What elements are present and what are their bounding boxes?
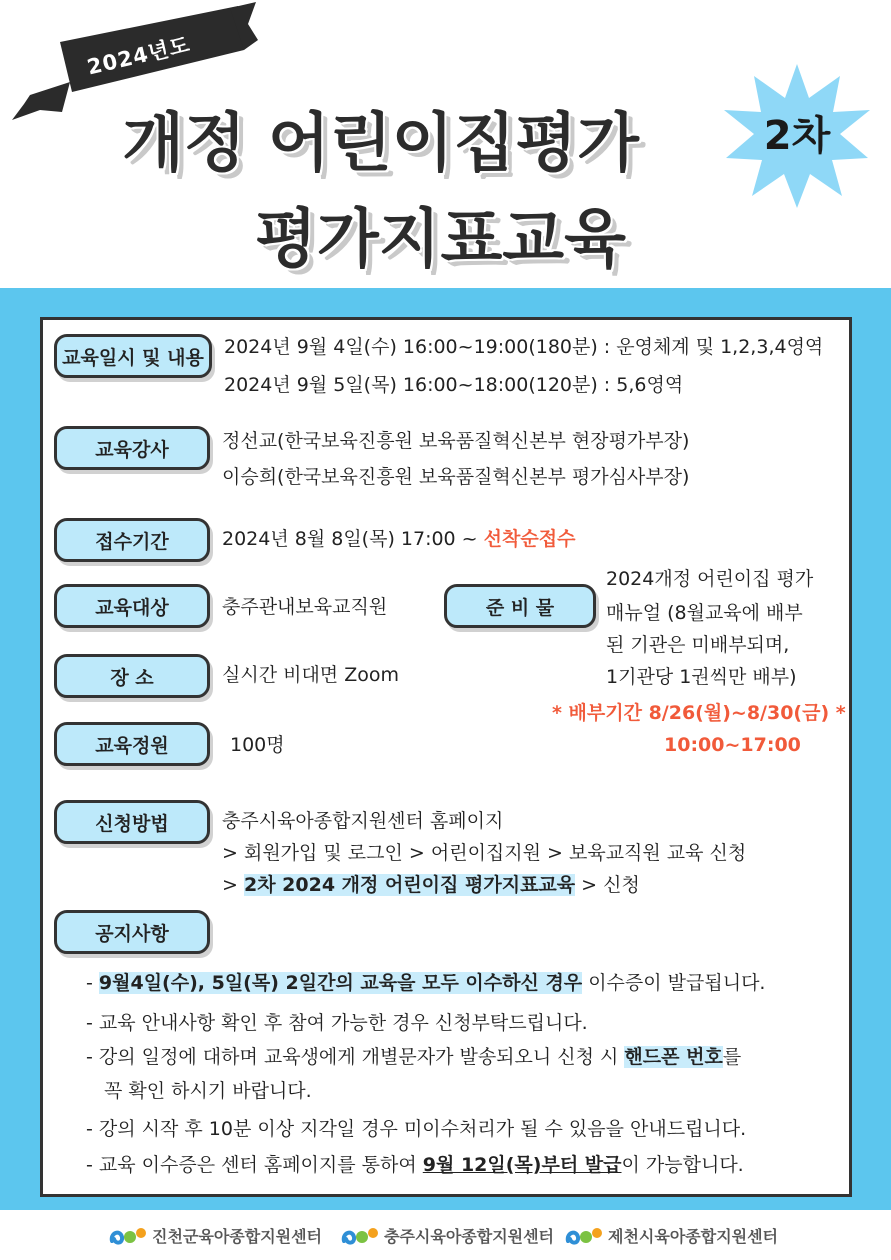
notice-2: - 교육 안내사항 확인 후 참여 가능한 경우 신청부탁드립니다. xyxy=(86,1012,588,1034)
registration-first-come: 선착순접수 xyxy=(483,528,576,550)
supplies-period-line1: * 배부기간 8/26(월)~8/30(금) * xyxy=(552,702,846,724)
center-logo-icon xyxy=(340,1225,380,1247)
registration-period: 2024년 8월 8일(목) 17:00 ~ xyxy=(222,528,478,550)
logo-jecheon-name: 제천시육아종합지원센터 xyxy=(608,1227,779,1246)
label-capacity: 교육정원 xyxy=(54,722,210,766)
logo-chungju xyxy=(340,1224,554,1247)
notice-3 xyxy=(86,1042,741,1069)
label-notices: 공지사항 xyxy=(54,910,210,954)
notice-5-suffix: 이 가능합니다. xyxy=(621,1154,744,1176)
logo-jecheon xyxy=(564,1224,778,1247)
label-schedule: 교육일시 및 내용 xyxy=(54,334,212,378)
notice-3-highlight: 핸드폰 번호 xyxy=(624,1046,723,1068)
apply-line1: 충주시육아종합지원센터 홈페이지 xyxy=(222,810,504,832)
notice-1-highlight: 9월4일(수), 5일(목) 2일간의 교육을 모두 이수하신 경우 xyxy=(98,972,583,994)
notice-5-highlight: 9월 12일(목)부터 발급 xyxy=(422,1154,622,1176)
supplies-period-line2: 10:00~17:00 xyxy=(664,734,801,756)
logo-jincheon xyxy=(108,1224,322,1247)
apply-line2: > 회원가입 및 로그인 > 어린이집지원 > 보육교직원 교육 신청 xyxy=(222,842,747,864)
location-value: 실시간 비대면 Zoom xyxy=(222,664,399,686)
label-location: 장 소 xyxy=(54,654,210,698)
apply-course-name: 2차 2024 개정 어린이집 평가지표교육 xyxy=(243,874,576,896)
schedule-line2: 2024년 9월 5일(목) 16:00~18:00(120분) : 5,6영역 xyxy=(224,374,684,396)
page-title-line1: 개정 어린이집평가 xyxy=(122,107,639,181)
notice-5 xyxy=(86,1150,744,1177)
registration-row xyxy=(222,528,575,551)
page-title-line2: 평가지표교육 xyxy=(255,203,626,277)
supplies-line2: 매뉴얼 (8월교육에 배부 xyxy=(606,602,803,624)
notice-1 xyxy=(86,968,765,995)
notice-4: - 강의 시작 후 10분 이상 지각일 경우 미이수처리가 될 수 있음을 안내드립니다. xyxy=(86,1118,747,1140)
notice-1-prefix: - xyxy=(86,972,99,994)
logo-jincheon-name: 진천군육아종합지원센터 xyxy=(152,1227,323,1246)
label-instructor: 교육강사 xyxy=(54,426,210,470)
target-value: 충주관내보육교직원 xyxy=(222,596,388,618)
label-target: 교육대상 xyxy=(54,584,210,628)
center-logo-icon xyxy=(108,1225,148,1247)
header xyxy=(0,0,891,288)
supplies-line1: 2024개정 어린이집 평가 xyxy=(606,568,814,590)
notice-1-suffix: 이수증이 발급됩니다. xyxy=(582,972,766,994)
center-logo-icon xyxy=(564,1225,604,1247)
round-badge-label: 2차 xyxy=(763,113,831,159)
label-registration: 접수기간 xyxy=(54,518,210,562)
supplies-line3: 된 기관은 미배부되며, xyxy=(606,634,790,656)
logo-chungju-name: 충주시육아종합지원센터 xyxy=(384,1227,555,1246)
notice-5-prefix: - 교육 이수증은 센터 홈페이지를 통하여 xyxy=(86,1154,423,1176)
label-apply: 신청방법 xyxy=(54,800,210,844)
notice-3-continued: 꼭 확인 하시기 바랍니다. xyxy=(104,1080,312,1102)
schedule-line1: 2024년 9월 4일(수) 16:00~19:00(180분) : 운영체계 및 1,2,3,4영역 xyxy=(224,336,824,358)
year-ribbon-label: 2024년도 xyxy=(84,32,193,80)
notice-3-prefix: - 강의 일정에 대하며 교육생에게 개별문자가 발송되오니 신청 시 xyxy=(86,1046,625,1068)
apply-line3-suffix: > 신청 xyxy=(575,874,640,896)
supplies-line4: 1기관당 1권씩만 배부) xyxy=(606,666,797,688)
apply-line3 xyxy=(222,874,640,897)
label-supplies: 준 비 물 xyxy=(444,584,596,628)
instructor-line1: 정선교(한국보육진흥원 보육품질혁신본부 현장평가부장) xyxy=(222,430,690,452)
capacity-value: 100명 xyxy=(230,734,285,756)
apply-line3-prefix: > xyxy=(222,874,244,896)
notice-3-suffix: 를 xyxy=(722,1046,742,1068)
instructor-line2: 이승희(한국보육진흥원 보육품질혁신본부 평가심사부장) xyxy=(222,466,690,488)
